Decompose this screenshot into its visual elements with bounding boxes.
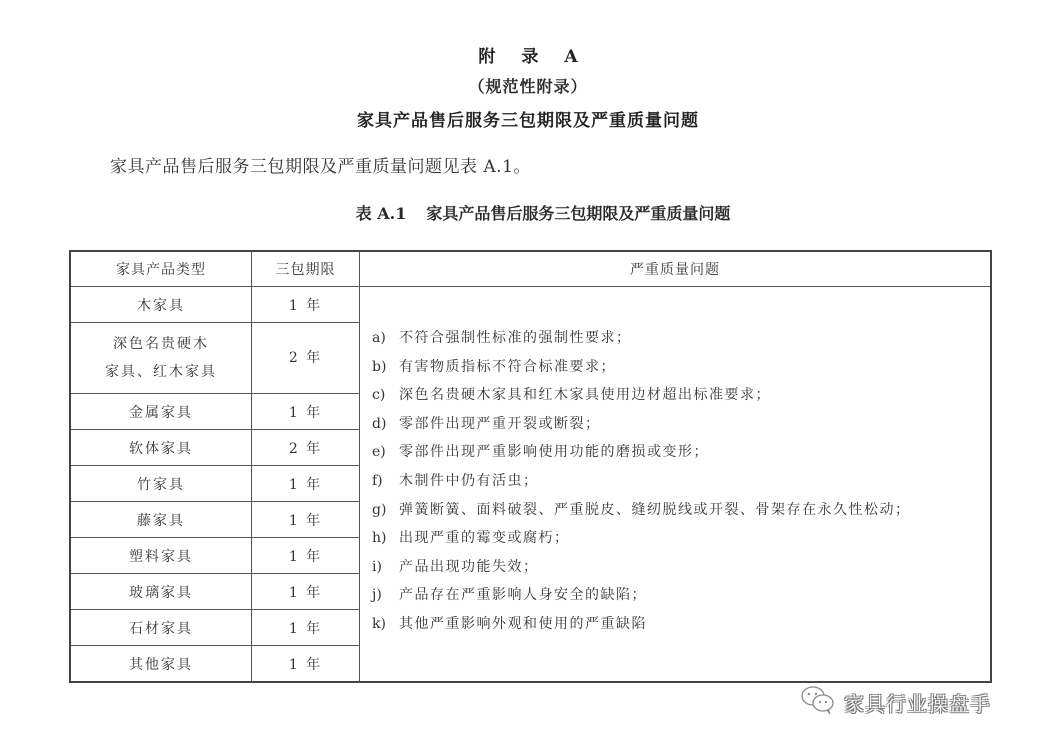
list-item-text: 弹簧断簧、面料破裂、严重脱皮、缝纫脱线或开裂、骨架存在永久性松动； — [399, 501, 911, 518]
list-item — [372, 610, 990, 639]
list-marker: f) — [372, 472, 383, 489]
furniture-type-cell: 玻璃家具 — [70, 574, 252, 610]
list-item — [372, 467, 990, 496]
quality-issues-cell — [360, 287, 992, 683]
warranty-period-cell: 1 年 — [252, 538, 360, 574]
header-quality-issues: 严重质量问题 — [360, 251, 992, 287]
list-item — [372, 524, 990, 553]
appendix-title — [0, 42, 1056, 67]
list-item-text: 不符合强制性标准的强制性要求； — [399, 330, 632, 346]
list-item-text: 产品出现功能失效； — [399, 558, 539, 575]
warranty-period-cell: 1 年 — [252, 287, 360, 323]
appendix-title-char: 附 — [478, 47, 496, 67]
wechat-icon — [800, 684, 836, 721]
list-item — [372, 381, 990, 410]
appendix-title-char: 录 — [521, 47, 539, 67]
list-marker: g) — [372, 501, 387, 518]
furniture-type-cell: 藤家具 — [70, 502, 252, 538]
list-item-text: 有害物质指标不符合标准要求； — [399, 358, 616, 375]
list-item-text: 深色名贵硬木家具和红木家具使用边材超出标准要求； — [399, 387, 771, 404]
warranty-period-cell: 1 年 — [252, 610, 360, 646]
warranty-period-cell: 1 年 — [252, 394, 360, 430]
furniture-type-cell: 塑料家具 — [70, 538, 252, 574]
furniture-type-cell: 木家具 — [70, 287, 252, 323]
list-marker: a) — [372, 330, 386, 346]
warranty-period-cell: 1 年 — [252, 466, 360, 502]
header-furniture-type: 家具产品类型 — [70, 251, 252, 287]
warranty-period-cell: 1 年 — [252, 502, 360, 538]
appendix-type: （规范性附录） — [468, 77, 588, 96]
list-item-text: 产品存在严重影响人身安全的缺陷； — [399, 587, 647, 604]
header-warranty-period: 三包期限 — [252, 251, 360, 287]
furniture-type-cell: 软体家具 — [70, 430, 252, 466]
list-marker: i) — [372, 558, 382, 575]
list-item — [372, 581, 990, 610]
list-marker: k) — [372, 615, 386, 632]
list-item — [372, 553, 990, 582]
watermark-text: 家具行业操盘手 — [844, 692, 991, 716]
warranty-table — [69, 250, 992, 683]
watermark — [800, 684, 991, 721]
list-item-text: 零部件出现严重影响使用功能的磨损或变形； — [399, 444, 709, 461]
furniture-type-line: 深色名贵硬木 — [113, 336, 209, 352]
list-marker: j) — [372, 587, 382, 604]
list-item-text: 零部件出现严重开裂或断裂； — [399, 415, 601, 432]
list-item — [372, 496, 990, 525]
list-item-text: 出现严重的霉变或腐朽； — [399, 530, 570, 547]
table-row — [70, 287, 991, 323]
appendix-heading: 家具产品售后服务三包期限及严重质量问题 — [357, 111, 699, 131]
intro-paragraph: 家具产品售后服务三包期限及严重质量问题见表 A.1。 — [110, 157, 531, 177]
furniture-type-line: 家具、红木家具 — [105, 364, 217, 380]
list-marker: c) — [372, 387, 386, 404]
warranty-period-cell: 2 年 — [252, 323, 360, 394]
appendix-title-letter: A — [564, 47, 578, 67]
warranty-period-cell: 1 年 — [252, 646, 360, 683]
table-caption-title: 家具产品售后服务三包期限及严重质量问题 — [426, 204, 731, 223]
list-item — [372, 324, 990, 353]
warranty-period-cell: 1 年 — [252, 574, 360, 610]
list-item-text: 木制件中仍有活虫； — [399, 472, 539, 489]
table-caption-number: 表 A.1 — [355, 204, 407, 223]
list-marker: e) — [372, 444, 386, 461]
furniture-type-cell: 金属家具 — [70, 394, 252, 430]
list-marker: h) — [372, 530, 387, 547]
furniture-type-cell: 石材家具 — [70, 610, 252, 646]
list-item — [372, 410, 990, 439]
list-item — [372, 353, 990, 382]
warranty-period-cell: 2 年 — [252, 430, 360, 466]
quality-issues-list — [372, 287, 990, 639]
furniture-type-cell — [70, 323, 252, 394]
list-item-text: 其他严重影响外观和使用的严重缺陷 — [399, 615, 647, 632]
furniture-type-cell: 其他家具 — [70, 646, 252, 683]
table-header-row — [70, 251, 991, 287]
list-item — [372, 438, 990, 467]
list-marker: b) — [372, 358, 387, 375]
list-marker: d) — [372, 415, 387, 432]
table-caption — [0, 201, 1056, 224]
furniture-type-cell: 竹家具 — [70, 466, 252, 502]
